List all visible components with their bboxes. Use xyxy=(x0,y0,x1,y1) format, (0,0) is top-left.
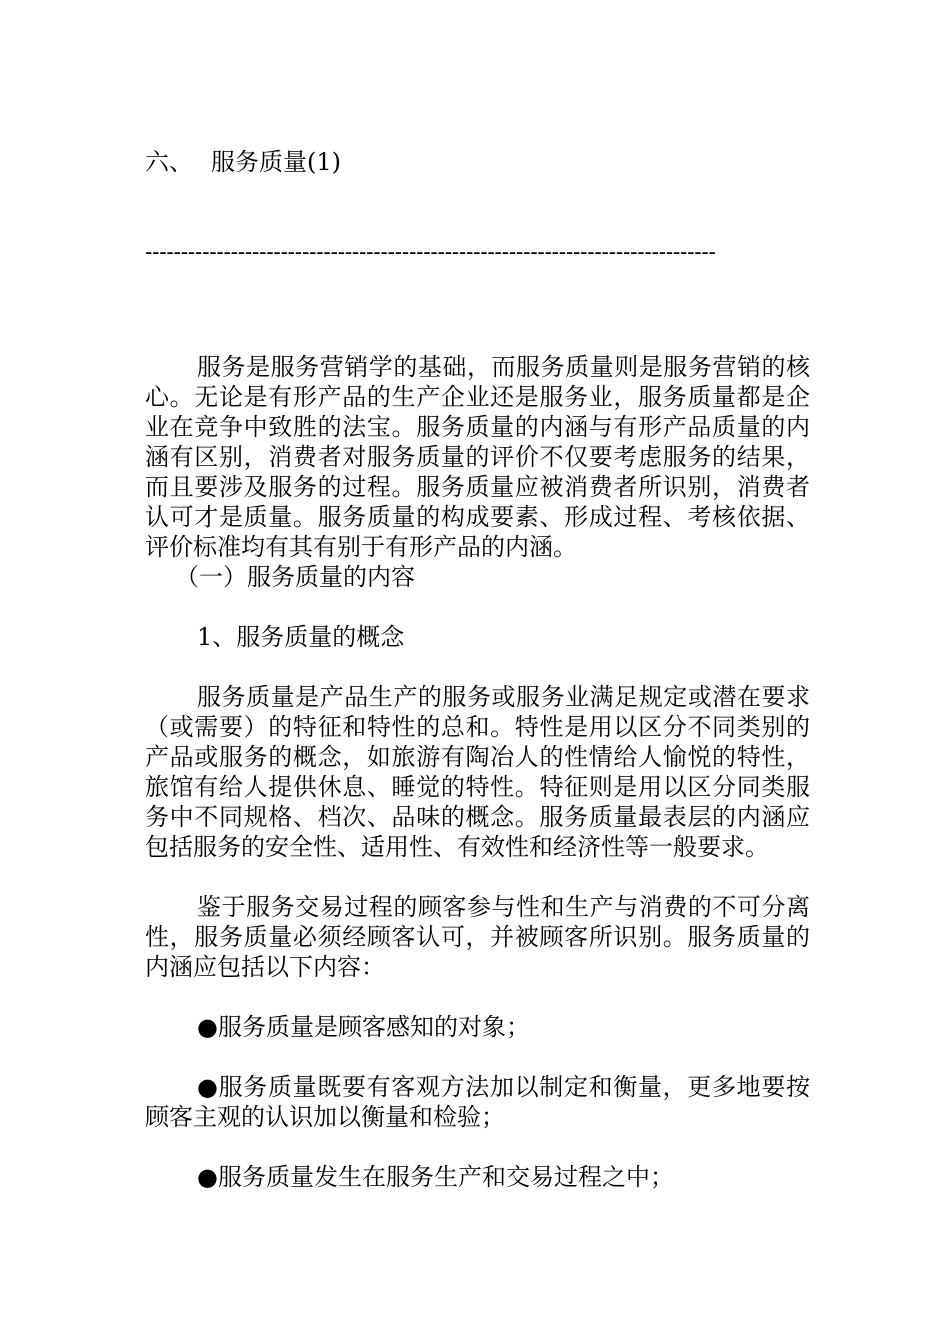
connotation-paragraph: 鉴于服务交易过程的顾客参与性和生产与消费的不可分离性，服务质量必须经顾客认可，并被顾客所识别。服务质量的内涵应包括以下内容： xyxy=(145,893,810,981)
heading-number: 六、 xyxy=(145,148,193,176)
section-title: （一）服务质量的内容 xyxy=(175,563,415,591)
concept-paragraph: 服务质量是产品生产的服务或服务业满足规定或潜在要求（或需要）的特征和特性的总和。特性是用以区分不同类别的产品或服务的概念，如旅游有陶冶人的性情给人愉悦的特性，旅馆有给人提供休息、睡觉的特性。特征则是用以区分同类服务中不同规格、档次、品味的概念。服务质量最表层的内涵应包括服务的安全性、适用性、有效性和经济性等一般要求。 xyxy=(145,683,810,861)
bullet-item: ●服务质量既要有客观方法加以制定和衡量，更多地要按顾客主观的认识加以衡量和检验； xyxy=(145,1073,810,1131)
section-heading xyxy=(145,146,341,178)
subsection-title: 1、服务质量的概念 xyxy=(197,623,405,651)
heading-title: 服务质量(1) xyxy=(211,148,341,176)
document-body xyxy=(145,352,810,1192)
intro-paragraph: 服务是服务营销学的基础，而服务质量则是服务营销的核心。无论是有形产品的生产企业还是服务业，服务质量都是企业在竞争中致胜的法宝。服务质量的内涵与有形产品质量的内涵有区别，消费者对服务质量的评价不仅要考虑服务的结果，而且要涉及服务的过程。服务质量应被消费者所识别，消费者认可才是质量。服务质量的构成要素、形成过程、考核依据、评价标准均有其有别于有形产品的内涵。 xyxy=(145,353,810,561)
bullet-item: ●服务质量发生在服务生产和交易过程之中； xyxy=(197,1163,674,1191)
dashed-separator: -------------------------------------------------------------------------------- xyxy=(145,240,716,265)
bullet-item: ●服务质量是顾客感知的对象； xyxy=(197,1013,530,1041)
